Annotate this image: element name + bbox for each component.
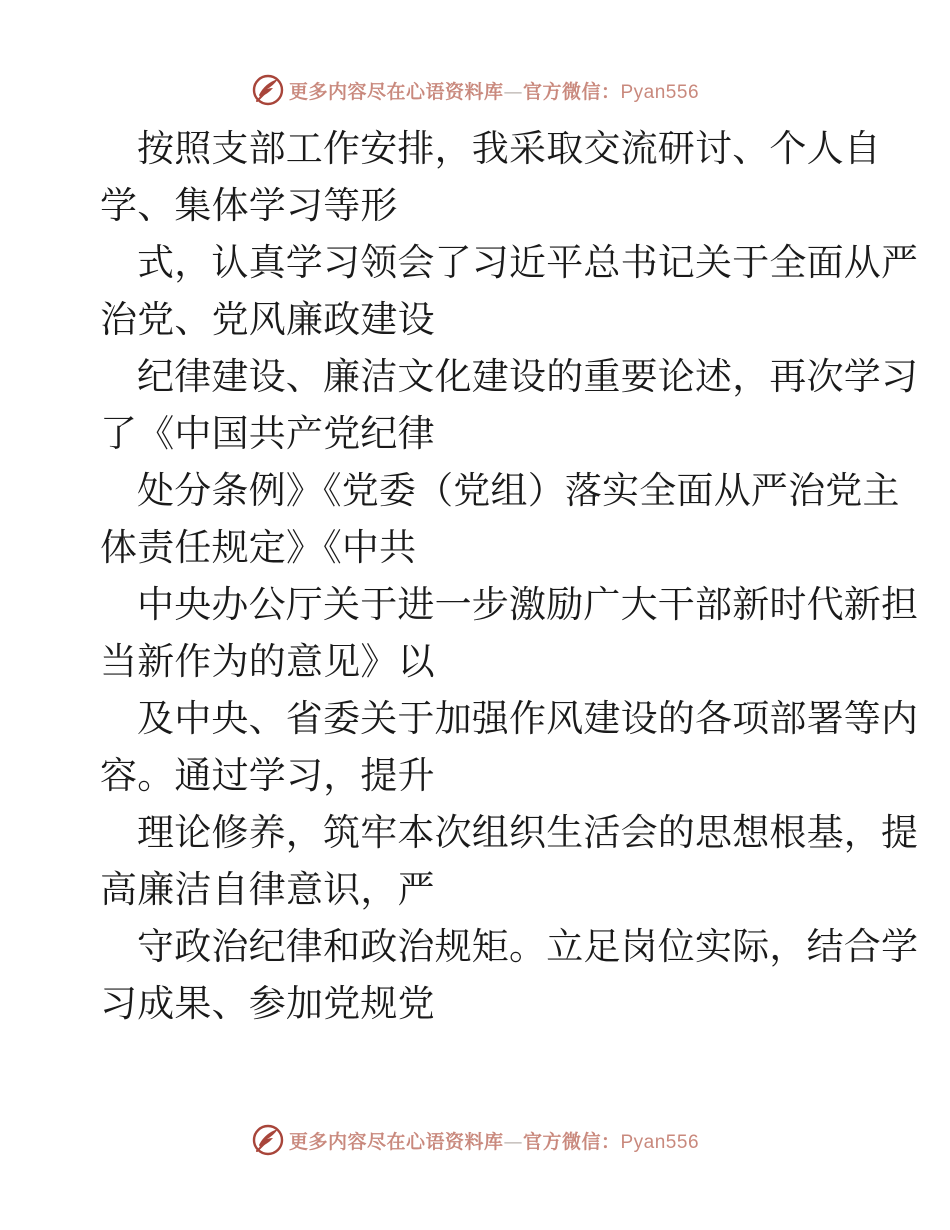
paragraph [100,576,919,690]
paragraph-line: 容。通过学习，提升 [100,754,435,797]
paragraph-line: 了《中国共产党纪律 [100,412,435,455]
paragraph-line: 治党、党风廉政建设 [100,298,435,341]
paragraph-line: 习成果、参加党规党 [100,982,435,1025]
paragraph-line: 式，认真学习领会了习近平总书记关于全面从严 [137,241,919,284]
quill-logo-icon [251,73,285,107]
footer-watermark [0,1120,950,1160]
paragraph-line: 纪律建设、廉洁文化建设的重要论述，再次学习 [137,355,919,398]
paragraph-line: 体责任规定》《中共 [100,526,417,569]
paragraph [100,234,919,348]
paragraph-line: 处分条例》《党委（党组）落实全面从严治党主 [137,469,900,512]
paragraph [100,804,919,918]
paragraph-line: 当新作为的意见》以 [100,640,435,683]
watermark-wechat-label: 官方微信： [522,80,621,103]
watermark-separator: — [503,80,523,103]
watermark-wechat-id: Pyan556 [620,81,700,103]
paragraph-line: 理论修养，筑牢本次组织生活会的思想根基，提 [137,811,919,854]
paragraph [100,918,919,1032]
quill-logo-icon [251,1123,285,1157]
paragraph [100,690,919,804]
paragraph-line: 高廉洁自律意识，严 [100,868,435,911]
paragraph-line: 按照支部工作安排，我采取交流研讨、个人自 [137,127,881,170]
body-text [100,120,919,1032]
watermark-text [289,77,699,104]
paragraph-line: 守政治纪律和政治规矩。立足岗位实际，结合学 [137,925,919,968]
paragraph [100,462,900,576]
header-watermark [0,70,950,110]
watermark-wechat-id: Pyan556 [620,1131,700,1153]
watermark-title: 更多内容尽在心语资料库 [288,80,504,103]
paragraph-line: 学、集体学习等形 [100,184,398,227]
watermark-separator: — [503,1130,523,1153]
paragraph-line: 及中央、省委关于加强作风建设的各项部署等内 [137,697,919,740]
watermark-title: 更多内容尽在心语资料库 [288,1130,504,1153]
watermark-wechat-label: 官方微信： [522,1130,621,1153]
paragraph [100,348,919,462]
watermark-text [289,1127,699,1154]
paragraph-line: 中央办公厅关于进一步激励广大干部新时代新担 [137,583,919,626]
paragraph [100,120,881,234]
